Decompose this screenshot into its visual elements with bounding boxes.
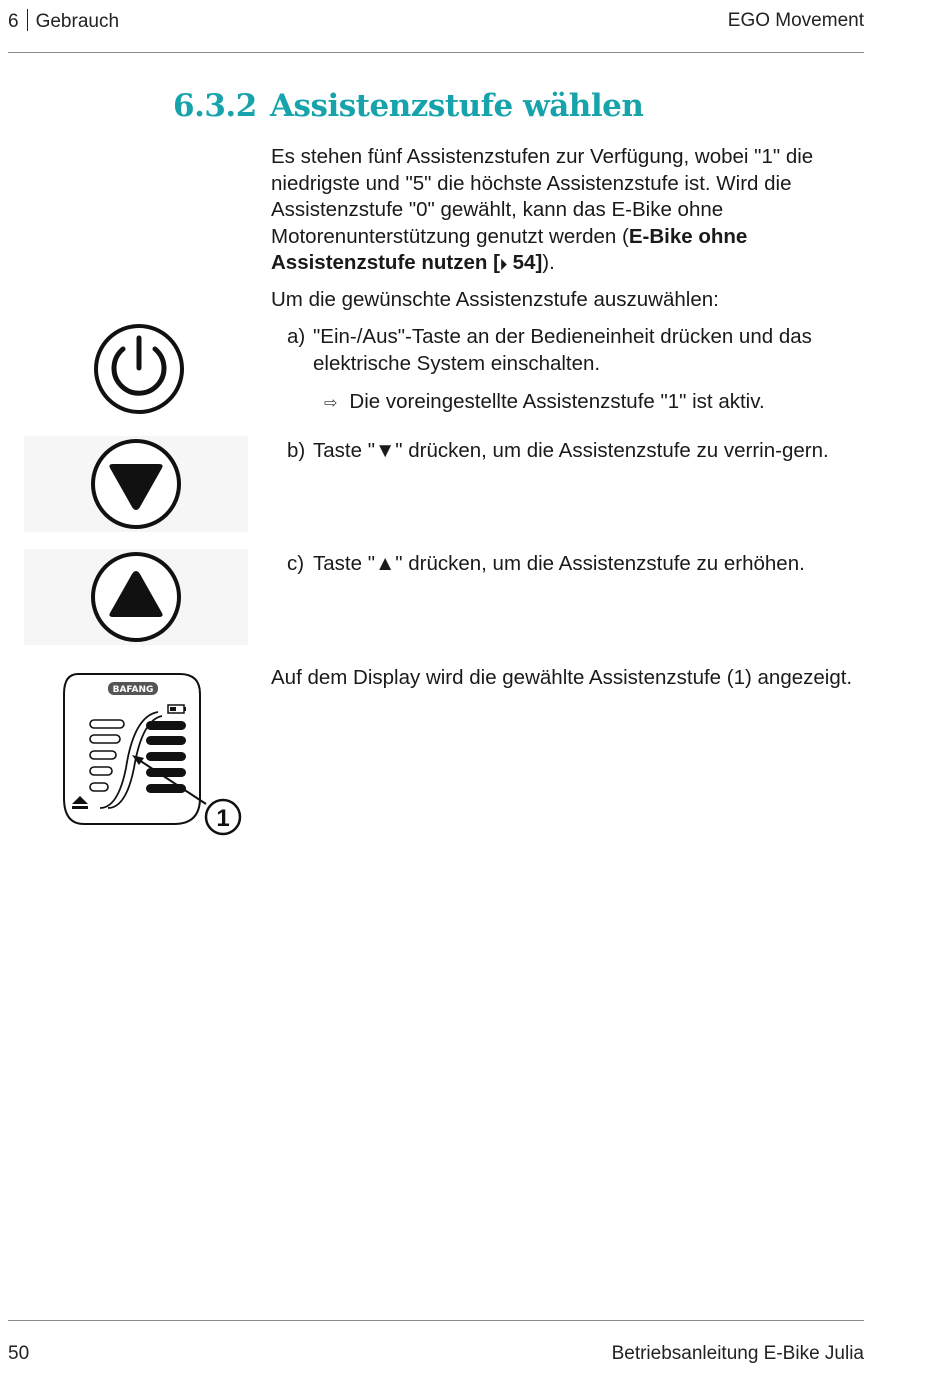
- display-illustration: [58, 668, 248, 840]
- step-a: [287, 324, 887, 377]
- cross-reference-label: E-Bike ohne Assistenzstufe nutzen [: [271, 224, 748, 275]
- step-b: [287, 438, 887, 465]
- step-text: Taste "▲" drücken, um die Assistenzstufe zu erhöhen.: [313, 552, 805, 575]
- step-c: [287, 551, 887, 578]
- footer-rule: [8, 1320, 864, 1321]
- intro-tail: ).: [542, 251, 555, 275]
- step-text: "Ein-/Aus"-Taste an der Bedieneinheit drücken und das elektrische System einschalten.: [313, 325, 812, 375]
- result-text: Die voreingestellte Assistenzstufe "1" ist aktiv.: [349, 390, 765, 413]
- callout-number: 1: [216, 805, 230, 832]
- header-separator: [27, 9, 28, 31]
- step-result: [324, 389, 765, 417]
- cross-reference-arrow-icon: ⏵: [499, 256, 507, 273]
- cross-reference-page: 54]: [506, 251, 543, 275]
- step-letter: a): [287, 325, 306, 348]
- down-arrow-button-icon: [24, 436, 248, 532]
- display-logo: BAFANG: [112, 685, 154, 695]
- header-left: [8, 9, 119, 34]
- section-title: Assistenzstufe wählen: [270, 88, 644, 124]
- section-number: 6.3.2: [173, 88, 257, 124]
- power-button-icon: [92, 322, 186, 416]
- header-brand: EGO Movement: [727, 10, 864, 31]
- intro-text: Es stehen fünf Assistenzstufen zur Verfügung, wobei "1" die niedrigste und "5" die höchste Assistenzstufe ist. Wird die Assistenzstufe "0" gewählt, kann das E-Bike ohne Motorenunterstützung genutzt werden (: [271, 145, 814, 248]
- header-section: Gebrauch: [35, 11, 120, 32]
- header-rule: [8, 52, 864, 53]
- footer-page-number: 50: [8, 1343, 30, 1364]
- step-text: Taste "▼" drücken, um die Assistenzstufe zu verrin-gern.: [313, 439, 829, 462]
- up-arrow-button-icon: [24, 549, 248, 645]
- footer-title: Betriebsanleitung E-Bike Julia: [611, 1343, 864, 1364]
- intro-paragraph: [271, 144, 871, 278]
- lead-text: Um die gewünschte Assistenzstufe auszuwählen:: [271, 288, 719, 311]
- display-description: Auf dem Display wird die gewählte Assistenzstufe (1) angezeigt.: [271, 666, 853, 689]
- step-letter: c): [287, 552, 305, 575]
- section-heading: [173, 88, 643, 124]
- step-letter: b): [287, 439, 306, 462]
- result-arrow-icon: ⇨: [324, 395, 338, 412]
- header-page-number: 6: [8, 11, 19, 32]
